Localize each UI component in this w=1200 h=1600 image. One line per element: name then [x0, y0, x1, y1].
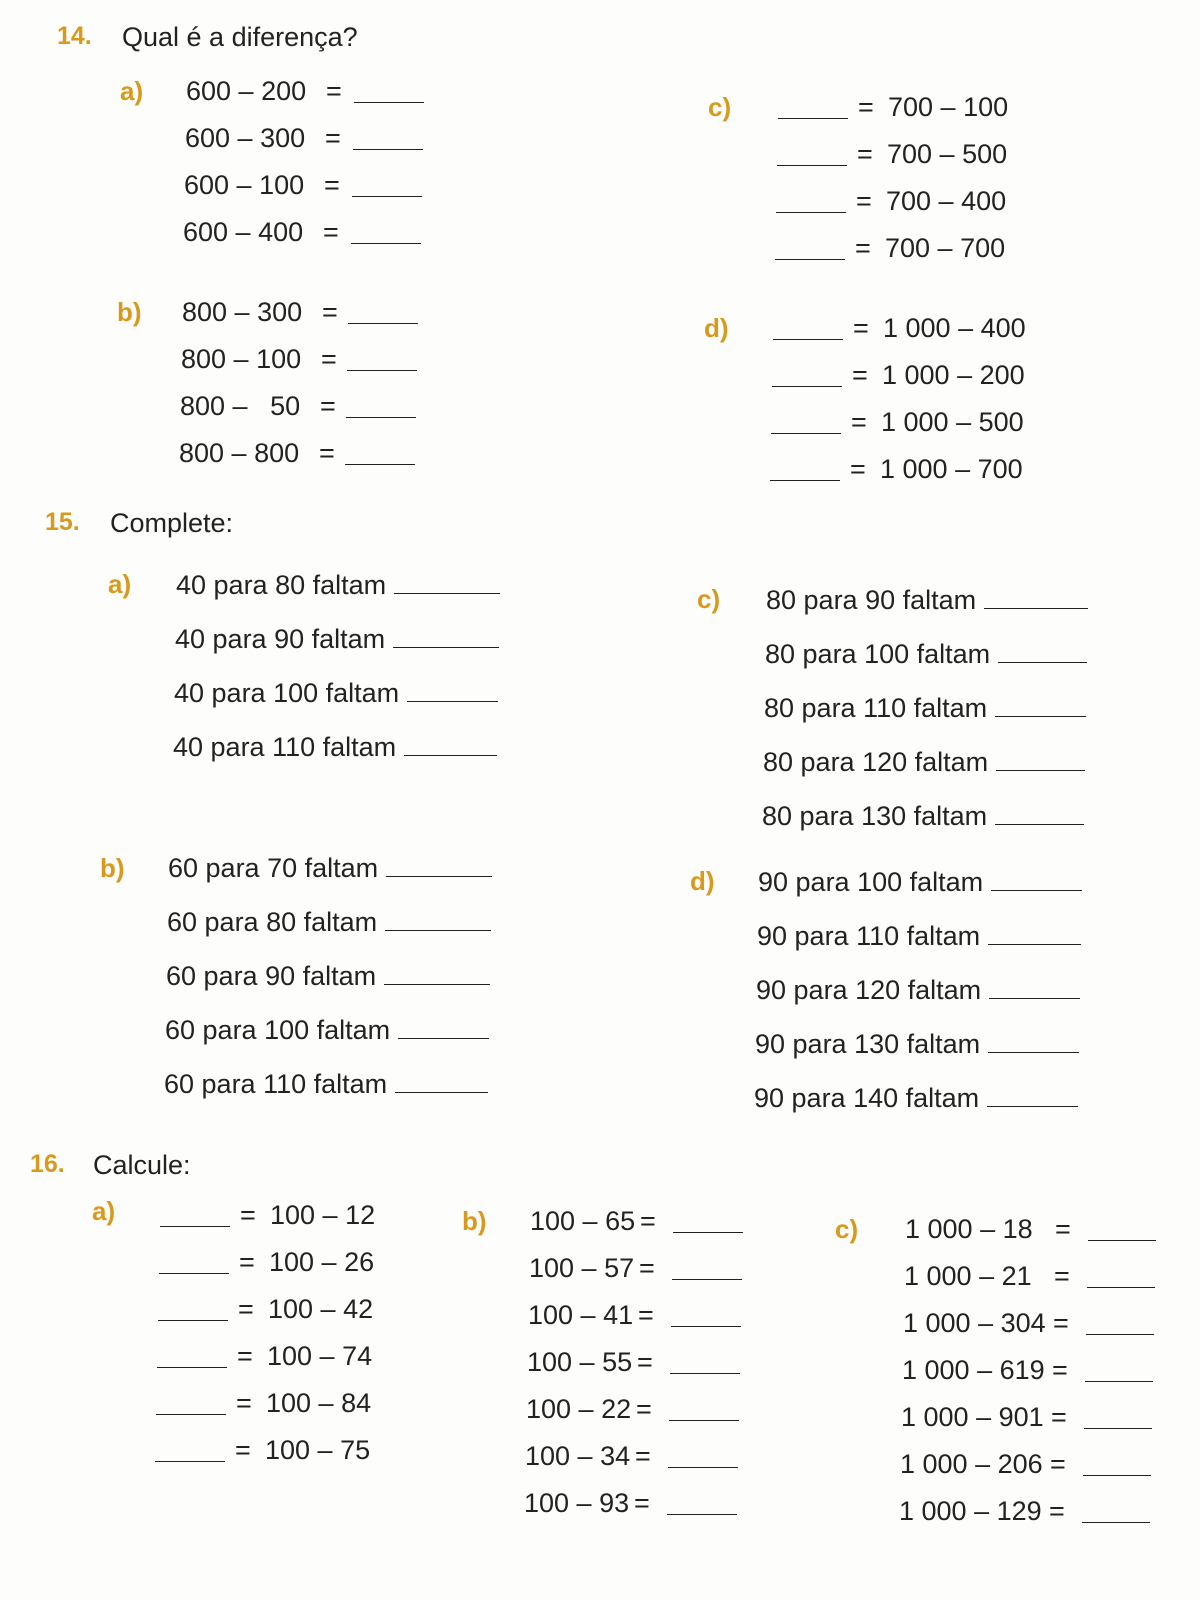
answer-blank[interactable] [386, 854, 492, 877]
complete-text: 80 para 90 faltam [766, 585, 977, 615]
equals-sign: = [323, 217, 339, 247]
expression: 700 – 100 [888, 92, 1009, 122]
answer-blank[interactable] [771, 411, 841, 434]
expression: 1 000 – 18 [905, 1214, 1033, 1244]
equals-sign: = [855, 233, 871, 263]
equals-sign: = [235, 1435, 251, 1465]
equals-sign: = [639, 1253, 655, 1283]
answer-blank[interactable] [987, 1084, 1078, 1107]
expression: 700 – 500 [887, 139, 1008, 169]
q16-b-letter: b) [462, 1206, 487, 1236]
answer-blank[interactable] [1087, 1265, 1155, 1288]
answer-blank[interactable] [773, 317, 843, 340]
complete-row [173, 732, 497, 763]
complete-row [763, 747, 1085, 778]
expression: 100 – 12 [270, 1200, 376, 1230]
complete-row [166, 961, 490, 992]
expression: 600 – 100 [184, 170, 305, 200]
answer-blank[interactable] [770, 458, 840, 481]
expression: 1 000 – 129 [899, 1496, 1042, 1526]
expression: 600 – 200 [186, 76, 307, 106]
answer-blank[interactable] [353, 127, 423, 150]
q15-c-letter: c) [697, 584, 721, 614]
expression: 1 000 – 500 [881, 407, 1024, 437]
expression: 700 – 400 [886, 186, 1007, 216]
answer-blank[interactable] [775, 237, 845, 260]
expression: 100 – 57 [529, 1253, 635, 1283]
equals-sign: = [853, 313, 869, 343]
complete-row [762, 801, 1084, 832]
answer-blank[interactable] [156, 1392, 226, 1415]
q15-title: Complete: [110, 508, 234, 538]
equals-sign: = [852, 360, 868, 390]
equals-sign: = [1053, 1308, 1069, 1338]
complete-text: 90 para 110 faltam [757, 921, 981, 951]
expression: 1 000 – 901 [901, 1402, 1044, 1432]
answer-blank[interactable] [398, 1016, 489, 1039]
expression: 800 – 100 [181, 344, 302, 374]
q16-a-letter: a) [92, 1196, 116, 1226]
equals-sign: = [321, 344, 337, 374]
answer-blank[interactable] [345, 442, 415, 465]
equals-sign: = [640, 1206, 656, 1236]
complete-text: 60 para 100 faltam [165, 1015, 391, 1045]
answer-blank[interactable] [673, 1210, 743, 1233]
q14-a-letter: a) [120, 76, 144, 106]
complete-row [168, 853, 492, 884]
answer-blank[interactable] [351, 221, 421, 244]
equals-sign: = [237, 1341, 253, 1371]
expression: 1 000 – 700 [880, 454, 1023, 484]
q14-number: 14. [57, 22, 92, 50]
q16-title: Calcule: [93, 1150, 191, 1180]
q14-title: Qual é a diferença? [122, 22, 358, 52]
complete-text: 80 para 110 faltam [764, 693, 988, 723]
answer-blank[interactable] [160, 1204, 230, 1227]
expression: 700 – 700 [885, 233, 1006, 263]
expression: 100 – 34 [525, 1441, 631, 1471]
q15-d-letter: d) [690, 866, 715, 896]
answer-blank[interactable] [1086, 1312, 1154, 1335]
answer-blank[interactable] [671, 1304, 741, 1327]
complete-row [176, 570, 500, 601]
equals-sign: = [319, 438, 335, 468]
complete-row [757, 921, 1081, 952]
equals-sign: = [1051, 1402, 1067, 1432]
equals-sign: = [240, 1200, 256, 1230]
equals-sign: = [322, 297, 338, 327]
answer-blank[interactable] [158, 1298, 228, 1321]
complete-row [764, 693, 1086, 724]
complete-row [167, 907, 491, 938]
answer-blank[interactable] [1088, 1218, 1156, 1241]
expression: 800 – 800 [179, 438, 300, 468]
answer-blank[interactable] [1083, 1453, 1151, 1476]
complete-text: 60 para 90 faltam [166, 961, 377, 991]
complete-text: 80 para 100 faltam [765, 639, 991, 669]
answer-blank[interactable] [347, 348, 417, 371]
answer-blank[interactable] [407, 679, 498, 702]
complete-row [758, 867, 1082, 898]
equals-sign: = [1054, 1261, 1070, 1291]
answer-blank[interactable] [1085, 1359, 1153, 1382]
equals-sign: = [636, 1394, 652, 1424]
answer-blank[interactable] [384, 962, 490, 985]
complete-text: 90 para 140 faltam [754, 1083, 980, 1113]
expression: 800 – 300 [182, 297, 303, 327]
expression: 100 – 84 [266, 1388, 372, 1418]
expression: 100 – 93 [524, 1488, 630, 1518]
answer-blank[interactable] [776, 190, 846, 213]
answer-blank[interactable] [995, 802, 1084, 825]
equals-sign: = [324, 170, 340, 200]
expression: 100 – 74 [267, 1341, 373, 1371]
answer-blank[interactable] [395, 1070, 488, 1093]
equals-sign: = [320, 391, 336, 421]
complete-text: 90 para 100 faltam [758, 867, 984, 897]
complete-row [755, 1029, 1079, 1060]
answer-blank[interactable] [988, 922, 1081, 945]
answer-blank[interactable] [1082, 1500, 1150, 1523]
answer-blank[interactable] [155, 1439, 225, 1462]
expression: 1 000 – 619 [902, 1355, 1045, 1385]
answer-blank[interactable] [998, 640, 1087, 663]
complete-text: 40 para 90 faltam [175, 624, 386, 654]
answer-blank[interactable] [394, 571, 500, 594]
equals-sign: = [635, 1441, 651, 1471]
expression: 100 – 55 [527, 1347, 633, 1377]
answer-blank[interactable] [778, 96, 848, 119]
complete-text: 60 para 70 faltam [168, 853, 379, 883]
equals-sign: = [858, 92, 874, 122]
answer-blank[interactable] [159, 1251, 229, 1274]
answer-blank[interactable] [995, 694, 1086, 717]
expression: 1 000 – 400 [883, 313, 1026, 343]
expression: 100 – 41 [528, 1300, 634, 1330]
complete-row [174, 678, 498, 709]
expression: 100 – 65 [530, 1206, 636, 1236]
answer-blank[interactable] [777, 143, 847, 166]
complete-text: 40 para 80 faltam [176, 570, 387, 600]
expression: 100 – 22 [526, 1394, 632, 1424]
equals-sign: = [238, 1294, 254, 1324]
complete-text: 90 para 130 faltam [755, 1029, 981, 1059]
expression: 100 – 26 [269, 1247, 375, 1277]
answer-blank[interactable] [352, 174, 422, 197]
complete-text: 40 para 110 faltam [173, 732, 397, 762]
q15-a-letter: a) [108, 569, 132, 599]
complete-text: 60 para 110 faltam [164, 1069, 388, 1099]
answer-blank[interactable] [988, 1030, 1079, 1053]
answer-blank[interactable] [989, 976, 1080, 999]
expression: 1 000 – 304 [903, 1308, 1046, 1338]
answer-blank[interactable] [157, 1345, 227, 1368]
complete-row [765, 639, 1087, 670]
answer-blank[interactable] [996, 748, 1085, 771]
expression: 100 – 75 [265, 1435, 371, 1465]
complete-text: 40 para 100 faltam [174, 678, 400, 708]
expression: 600 – 400 [183, 217, 304, 247]
complete-row [766, 585, 1088, 616]
answer-blank[interactable] [1084, 1406, 1152, 1429]
complete-row [756, 975, 1080, 1006]
answer-blank[interactable] [670, 1351, 740, 1374]
expression: 600 – 300 [185, 123, 306, 153]
answer-blank[interactable] [668, 1445, 738, 1468]
q14-b-letter: b) [117, 297, 142, 327]
answer-blank[interactable] [348, 301, 418, 324]
answer-blank[interactable] [385, 908, 491, 931]
q14-d-letter: d) [704, 313, 729, 343]
complete-row [754, 1083, 1078, 1114]
answer-blank[interactable] [346, 395, 416, 418]
expression: 1 000 – 206 [900, 1449, 1043, 1479]
complete-text: 60 para 80 faltam [167, 907, 378, 937]
expression: 1 000 – 21 [904, 1261, 1032, 1291]
complete-row [164, 1069, 488, 1100]
expression: 800 – 50 [180, 391, 301, 421]
answer-blank[interactable] [984, 586, 1088, 609]
equals-sign: = [1049, 1496, 1065, 1526]
equals-sign: = [850, 454, 866, 484]
answer-blank[interactable] [672, 1257, 742, 1280]
equals-sign: = [326, 76, 342, 106]
complete-text: 90 para 120 faltam [756, 975, 982, 1005]
equals-sign: = [236, 1388, 252, 1418]
equals-sign: = [239, 1247, 255, 1277]
q14-c-letter: c) [708, 92, 732, 122]
complete-text: 80 para 120 faltam [763, 747, 989, 777]
complete-text: 80 para 130 faltam [762, 801, 988, 831]
equals-sign: = [857, 139, 873, 169]
expression: 1 000 – 200 [882, 360, 1025, 390]
equals-sign: = [856, 186, 872, 216]
equals-sign: = [851, 407, 867, 437]
equals-sign: = [637, 1347, 653, 1377]
q15-number: 15. [45, 508, 80, 536]
complete-row [165, 1015, 489, 1046]
answer-blank[interactable] [667, 1492, 737, 1515]
answer-blank[interactable] [393, 625, 499, 648]
equals-sign: = [1055, 1214, 1071, 1244]
answer-blank[interactable] [354, 80, 424, 103]
answer-blank[interactable] [669, 1398, 739, 1421]
equals-sign: = [1050, 1449, 1066, 1479]
expression: 100 – 42 [268, 1294, 374, 1324]
equals-sign: = [638, 1300, 654, 1330]
q16-number: 16. [30, 1150, 65, 1178]
equals-sign: = [634, 1488, 650, 1518]
answer-blank[interactable] [772, 364, 842, 387]
equals-sign: = [325, 123, 341, 153]
q16-c-letter: c) [835, 1214, 859, 1244]
answer-blank[interactable] [404, 733, 497, 756]
answer-blank[interactable] [991, 868, 1082, 891]
complete-row [175, 624, 499, 655]
q15-b-letter: b) [100, 853, 125, 883]
equals-sign: = [1052, 1355, 1068, 1385]
